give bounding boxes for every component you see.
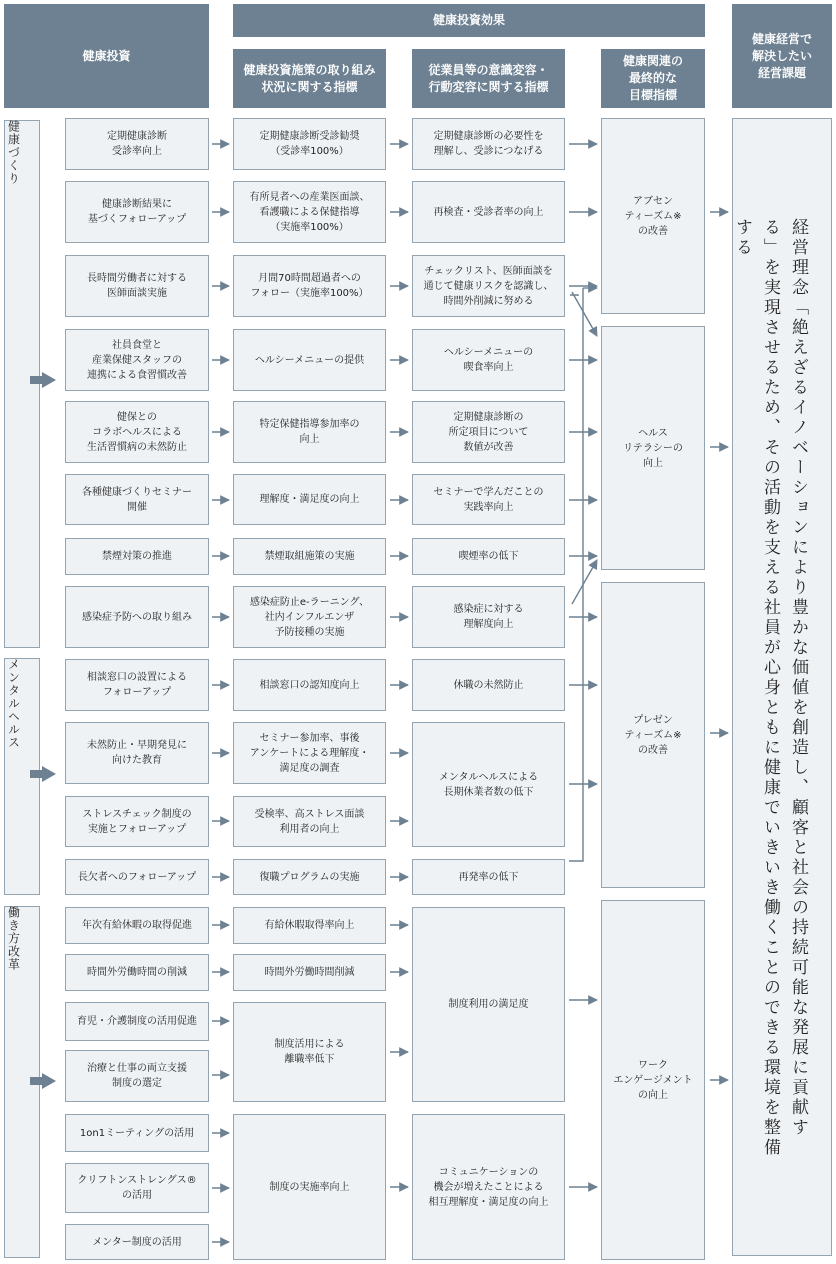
category-health-building: 健康づくり — [6, 120, 21, 185]
policy-indicator-item: 時間外労働時間削減 — [233, 954, 386, 991]
investment-item: 未然防止・早期発見に 向けた教育 — [65, 722, 209, 784]
policy-indicator-item: セミナー参加率、事後 アンケートによる理解度・ 満足度の調査 — [233, 722, 386, 784]
investment-item: 感染症予防への取り組み — [65, 586, 209, 648]
behavior-indicator-item: コミュニケーションの 機会が増えたことによる 相互理解度・満足度の向上 — [412, 1114, 565, 1260]
category-work-reform: 働き方改革 — [6, 906, 21, 971]
behavior-indicator-item: 休職の未然防止 — [412, 659, 565, 711]
behavior-indicator-item: 再発率の低下 — [412, 859, 565, 895]
investment-item: 長欠者へのフォローアップ — [65, 859, 209, 895]
investment-item: 治療と仕事の両立支援 制度の選定 — [65, 1050, 209, 1102]
policy-indicator-item: 定期健康診断受診勧奨 （受診率100%） — [233, 118, 386, 170]
category-mental-health: メンタルヘルス — [6, 658, 21, 749]
header-effect: 健康投資効果 — [233, 4, 705, 37]
behavior-indicator-item: 喫煙率の低下 — [412, 538, 565, 575]
behavior-indicator-item: チェックリスト、医師面談を 通じて健康リスクを認識し、 時間外削減に努める — [412, 255, 565, 317]
policy-indicator-item: 相談窓口の認知度向上 — [233, 659, 386, 711]
connector-arrow — [572, 560, 597, 604]
policy-indicator-item: 感染症防止e-ラーニング、 社内インフルエンザ 予防接種の実施 — [233, 586, 386, 648]
behavior-indicator-item: 制度利用の満足度 — [412, 907, 565, 1102]
policy-indicator-item: 有給休暇取得率向上 — [233, 907, 386, 944]
investment-item: 相談窓口の設置による フォローアップ — [65, 659, 209, 711]
investment-item: 時間外労働時間の削減 — [65, 954, 209, 991]
policy-indicator-item: 理解度・満足度の向上 — [233, 474, 386, 525]
policy-indicator-item: 特定保健指導参加率の 向上 — [233, 401, 386, 463]
behavior-indicator-item: 定期健康診断の必要性を 理解し、受診につなげる — [412, 118, 565, 170]
investment-item: ストレスチェック制度の 実施とフォローアップ — [65, 796, 209, 847]
investment-item: 定期健康診断 受診率向上 — [65, 118, 209, 170]
final-indicator-work-engagement: ワーク エンゲージメント の向上 — [601, 900, 705, 1260]
header-management-issue: 健康経営で 解決したい 経営課題 — [732, 4, 832, 108]
header-final-indicator: 健康関連の 最終的な 目標指標 — [601, 49, 705, 108]
policy-indicator-item: 禁煙取組施策の実施 — [233, 538, 386, 575]
policy-indicator-item: 復職プログラムの実施 — [233, 859, 386, 895]
header-policy-indicator: 健康投資施策の取り組み 状況に関する指標 — [233, 49, 386, 108]
header-behavior-indicator: 従業員等の意識変容・ 行動変容に関する指標 — [412, 49, 565, 108]
behavior-indicator-item: 定期健康診断の 所定項目について 数値が改善 — [412, 401, 565, 463]
investment-item: メンター制度の活用 — [65, 1224, 209, 1260]
management-issue-text: 経営理念「絶えざるイノベーションにより豊かな価値を創造し、顧客と社会の持続可能な発展に貢献する」を実現させるため、その活動を支える社員が心身ともに健康でいきいき働くことのできる環境を整備する — [732, 218, 808, 1158]
behavior-indicator-item: 再検査・受診者率の向上 — [412, 181, 565, 243]
final-indicator-absenteeism: アブセン ティーズム※ の改善 — [601, 118, 705, 314]
behavior-indicator-item: メンタルヘルスによる 長期休業者数の低下 — [412, 722, 565, 847]
policy-indicator-item: 受検率、高ストレス面談 利用者の向上 — [233, 796, 386, 847]
investment-item: 社員食堂と 産業保健スタッフの 連携による食習慣改善 — [65, 329, 209, 391]
policy-indicator-item: 制度の実施率向上 — [233, 1114, 386, 1260]
investment-item: クリフトンストレングス® の活用 — [65, 1163, 209, 1213]
policy-indicator-item: 制度活用による 離職率低下 — [233, 1002, 386, 1102]
investment-item: 長時間労働者に対する 医師面談実施 — [65, 255, 209, 317]
policy-indicator-item: 有所見者への産業医面談、 看護職による保健指導 （実施率100%） — [233, 181, 386, 243]
investment-item: 健康診断結果に 基づくフォローアップ — [65, 181, 209, 243]
policy-indicator-item: 月間70時間超過者への フォロー（実施率100%） — [233, 255, 386, 317]
investment-item: 年次有給休暇の取得促進 — [65, 907, 209, 944]
header-investment: 健康投資 — [4, 4, 209, 108]
connector-line — [569, 288, 583, 861]
final-indicator-presenteeism: プレゼン ティーズム※ の改善 — [601, 582, 705, 888]
investment-item: 各種健康づくりセミナー 開催 — [65, 474, 209, 525]
investment-item: 育児・介護制度の活用促進 — [65, 1002, 209, 1041]
behavior-indicator-item: セミナーで学んだことの 実践率向上 — [412, 474, 565, 525]
investment-item: 1on1ミーティングの活用 — [65, 1114, 209, 1152]
policy-indicator-item: ヘルシーメニューの提供 — [233, 329, 386, 391]
investment-item: 禁煙対策の推進 — [65, 538, 209, 575]
final-indicator-health-literacy: ヘルス リテラシーの 向上 — [601, 326, 705, 570]
behavior-indicator-item: 感染症に対する 理解度向上 — [412, 586, 565, 648]
behavior-indicator-item: ヘルシーメニューの 喫食率向上 — [412, 329, 565, 391]
connector-arrow — [572, 292, 597, 336]
investment-item: 健保との コラボヘルスによる 生活習慣病の未然防止 — [65, 401, 209, 463]
